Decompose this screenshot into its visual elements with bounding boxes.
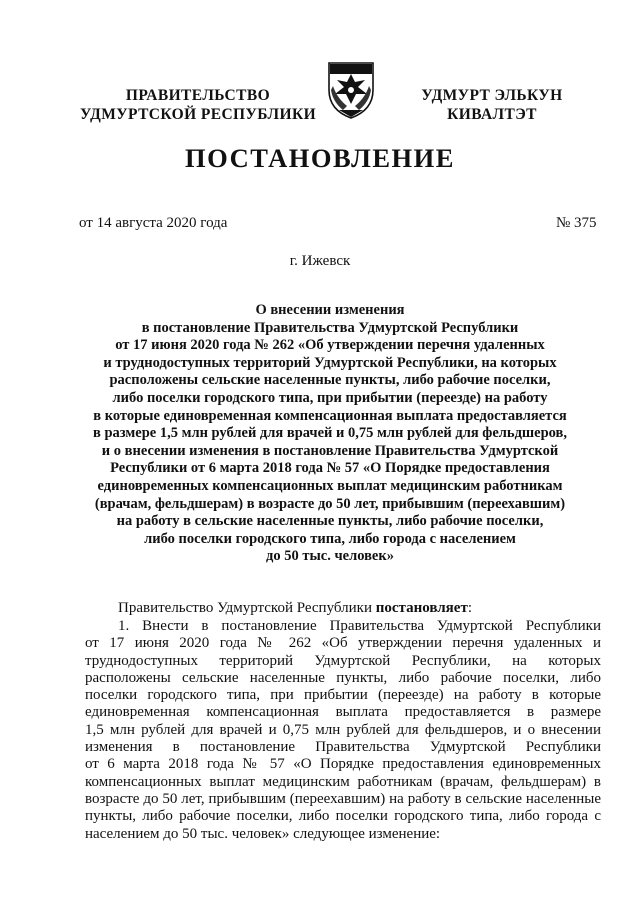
heading-line: на работу в сельские населенные пункты, либо рабочие поселки, [116,513,544,530]
paragraph-line: пункты, либо рабочие поселки, либо поселки городского типа, либо города с [85,808,601,825]
heading-line: в размере 1,5 млн рублей для врачей и 0,75 млн рублей для фельдшеров, [92,425,567,442]
header-right-line-1: УДМУРТ ЭЛЬКУН [421,87,563,104]
heading-line: (врачам, фельдшерам) в возрасте до 50 лет, прибывшим (переехавшим) [94,495,566,512]
paragraph-line: 1,5 млн рублей для врачей и 0,75 млн рублей для фельдшеров, и о внесении [85,721,601,738]
document-city: г. Ижевск [289,253,351,269]
heading-line: расположены сельские населенные пункты, либо рабочие поселки, [109,372,551,389]
heading-line: и о внесении изменения в постановление Правительства Удмуртской [101,442,559,459]
heading-line: в постановление Правительства Удмуртской Республики [141,319,519,336]
document-number: № 375 [556,215,597,231]
header-left-line-2: УДМУРТСКОЙ РЕСПУБЛИКИ [79,106,317,123]
paragraph-line: возрасте до 50 лет, прибывшим (переехавшим) на работу в сельские населенные [85,790,601,807]
document-date: от 14 августа 2020 года [79,215,228,231]
paragraph-line: компенсационных выплат медицинским работникам (врачам, фельдшерам) в [85,773,601,790]
heading-line: О внесении изменения [255,302,405,318]
header-left [78,86,318,124]
paragraph-line: поселки городского типа, при прибытии (переезде) на работу в которые [85,687,601,704]
heading-line: либо поселки городского типа, либо города с населением [144,530,516,547]
heading-line: Республики от 6 марта 2018 года № 57 «О Порядке предоставления [110,460,550,477]
paragraph-line: труднодоступных территорий Удмуртской Республики, на которых [85,652,601,669]
preamble-text: Правительство Удмуртской Республики [118,600,376,616]
heading-line: до 50 тыс. человек» [266,548,394,565]
header-right-line-2: КИВАЛТЭТ [447,106,537,123]
heading-line: от 17 июня 2020 года № 262 «Об утверждении перечня удаленных [115,337,545,354]
paragraph-line: изменения в постановление Правительства Удмуртской Республики [85,739,601,756]
paragraph-line: от 6 марта 2018 года № 57 «О Порядке предоставления единовременных [85,756,601,773]
paragraph-line: расположены сельские населенные пункты, либо рабочие поселки, либо [85,669,601,686]
preamble [118,600,472,617]
heading-line: и труднодоступных территорий Удмуртской Республики, на которых [103,354,557,371]
header-left-line-1: ПРАВИТЕЛЬСТВО [125,87,271,104]
heading-line: единовременных компенсационных выплат медицинским работникам [97,477,563,494]
preamble-colon: : [467,600,472,616]
heading-line: в которые единовременная компенсационная выплата предоставляется [93,407,567,424]
header-right [402,86,582,124]
paragraph-line: 1. Внести в постановление Правительства Удмуртской Республики [118,618,601,634]
heading-line: либо поселки городского типа, при прибытии (переезде) на работу [112,389,548,406]
preamble-bold: постановляет [375,600,468,616]
document-title: ПОСТАНОВЛЕНИЕ [185,143,455,173]
paragraph-1 [85,618,601,843]
paragraph-line: населением до 50 тыс. человек» следующее изменение: [85,825,441,842]
paragraph-line: единовременная компенсационная выплата предоставляется в размере [85,704,601,721]
document-heading [60,302,600,566]
coat-of-arms-icon [325,60,377,120]
paragraph-line: от 17 июня 2020 года № 262 «Об утверждении перечня удаленных и [85,635,601,652]
